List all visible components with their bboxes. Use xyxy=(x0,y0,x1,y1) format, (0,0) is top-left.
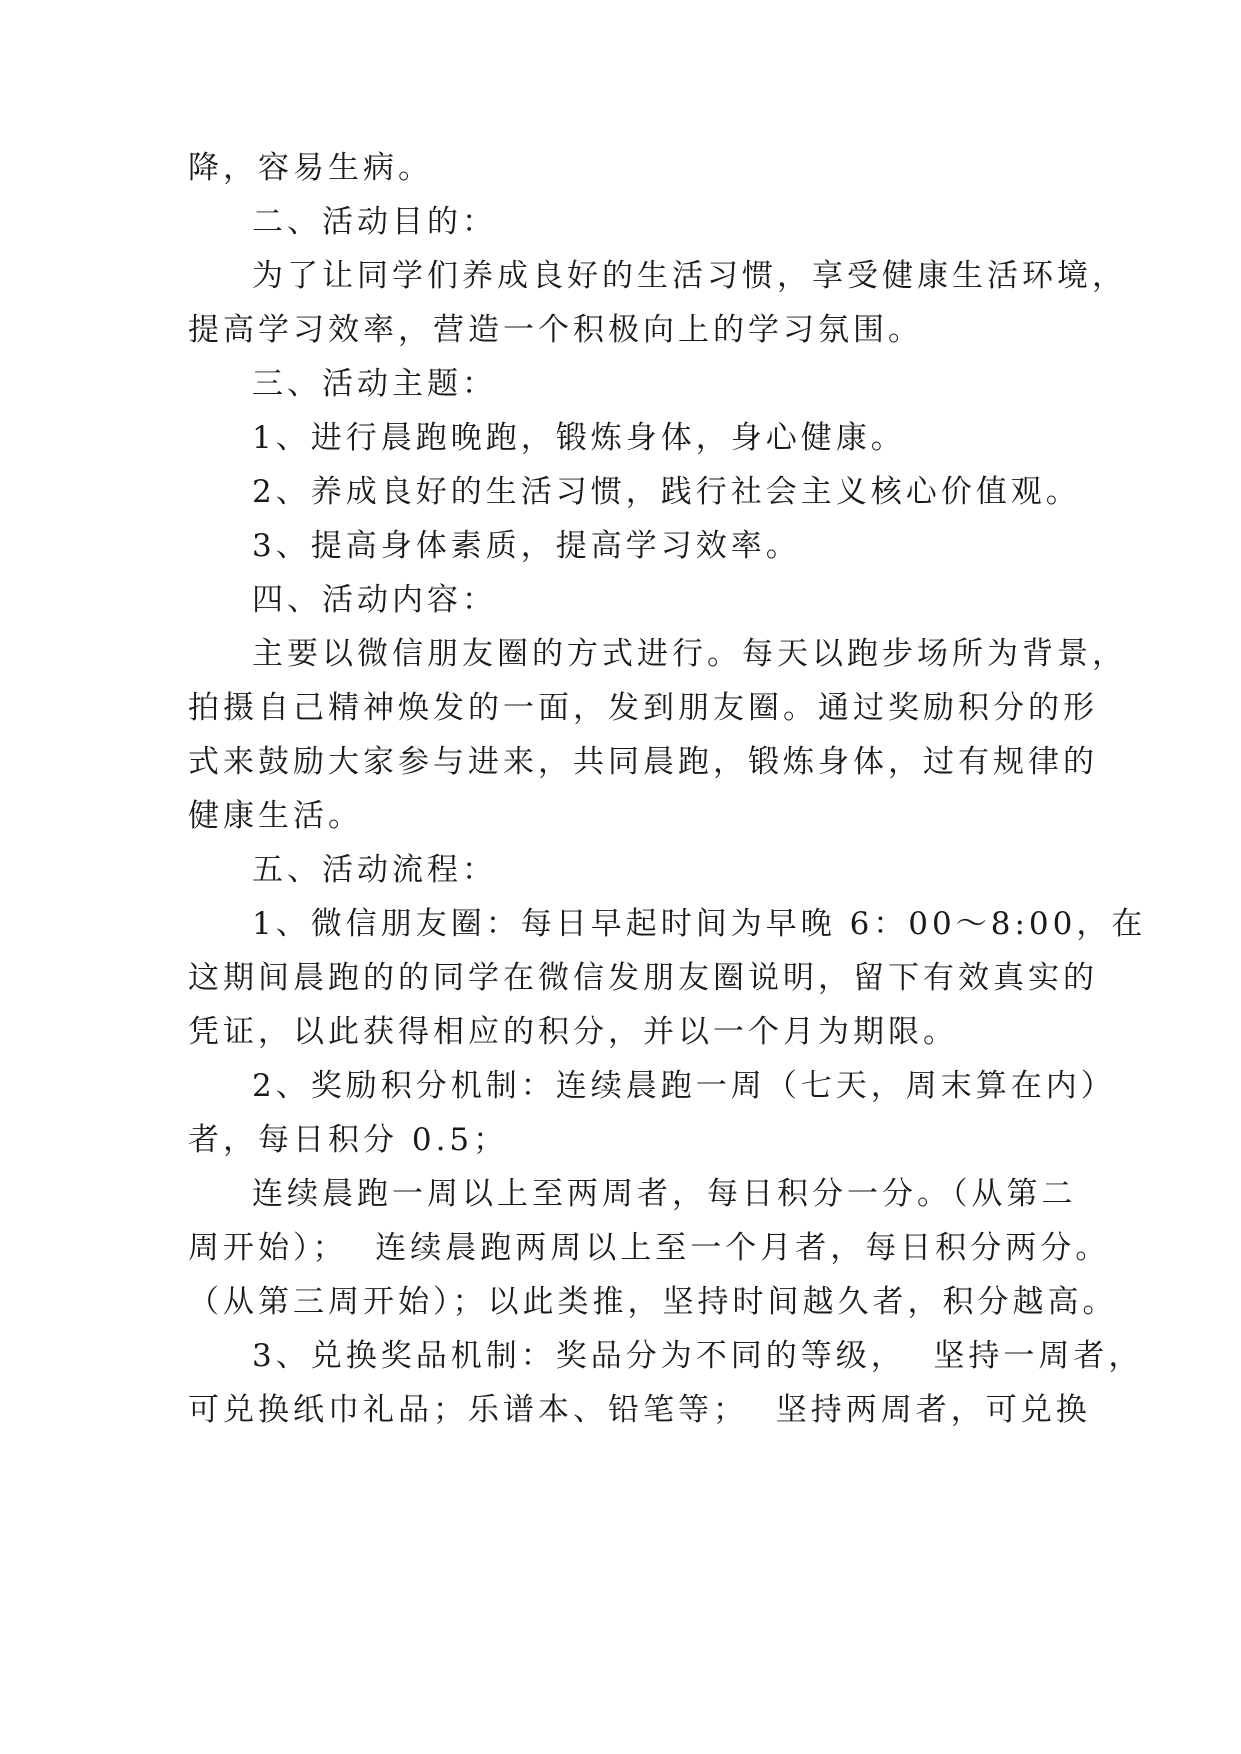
list-item: 3、兑换奖品机制：奖品分为不同的等级， 坚持一周者， xyxy=(252,1338,1144,1374)
text-line: 可兑换纸巾礼品；乐谱本、铅笔等； 坚持两周者，可兑换 xyxy=(188,1392,1091,1428)
list-item: 2、奖励积分机制：连续晨跑一周（七天，周末算在内） xyxy=(252,1068,1116,1104)
text-line: 这期间晨跑的的同学在微信发朋友圈说明，留下有效真实的 xyxy=(188,960,1098,996)
list-item: 3、提高身体素质，提高学习效率。 xyxy=(252,528,801,564)
text-line: 健康生活。 xyxy=(188,798,363,834)
list-item: 1、微信朋友圈：每日早起时间为早晚 6：00～8:00，在 xyxy=(252,906,1147,942)
text-line: 者，每日积分 0.5； xyxy=(188,1122,509,1158)
section-heading: 五、活动流程： xyxy=(252,852,497,888)
text-line: 式来鼓励大家参与进来，共同晨跑，锻炼身体，过有规律的 xyxy=(188,744,1098,780)
text-line: 凭证，以此获得相应的积分，并以一个月为期限。 xyxy=(188,1014,958,1050)
text-line: 主要以微信朋友圈的方式进行。每天以跑步场所为背景， xyxy=(252,636,1127,672)
list-item: 2、养成良好的生活习惯，践行社会主义核心价值观。 xyxy=(252,474,1081,510)
section-heading: 三、活动主题： xyxy=(252,366,497,402)
text-line: 周开始）； 连续晨跑两周以上至一个月者，每日积分两分。 xyxy=(188,1230,1111,1266)
section-heading: 二、活动目的： xyxy=(252,204,497,240)
list-item: 1、进行晨跑晚跑，锻炼身体，身心健康。 xyxy=(252,420,906,456)
section-heading: 四、活动内容： xyxy=(252,582,497,618)
text-line: （从第三周开始）；以此类推，坚持时间越久者，积分越高。 xyxy=(188,1284,1118,1320)
text-line: 连续晨跑一周以上至两周者，每日积分一分。（从第二 xyxy=(252,1176,1077,1212)
text-line: 降，容易生病。 xyxy=(188,150,433,186)
text-line: 为了让同学们养成良好的生活习惯，享受健康生活环境， xyxy=(252,258,1127,294)
text-line: 提高学习效率，营造一个积极向上的学习氛围。 xyxy=(188,312,923,348)
text-line: 拍摄自己精神焕发的一面，发到朋友圈。通过奖励积分的形 xyxy=(188,690,1098,726)
